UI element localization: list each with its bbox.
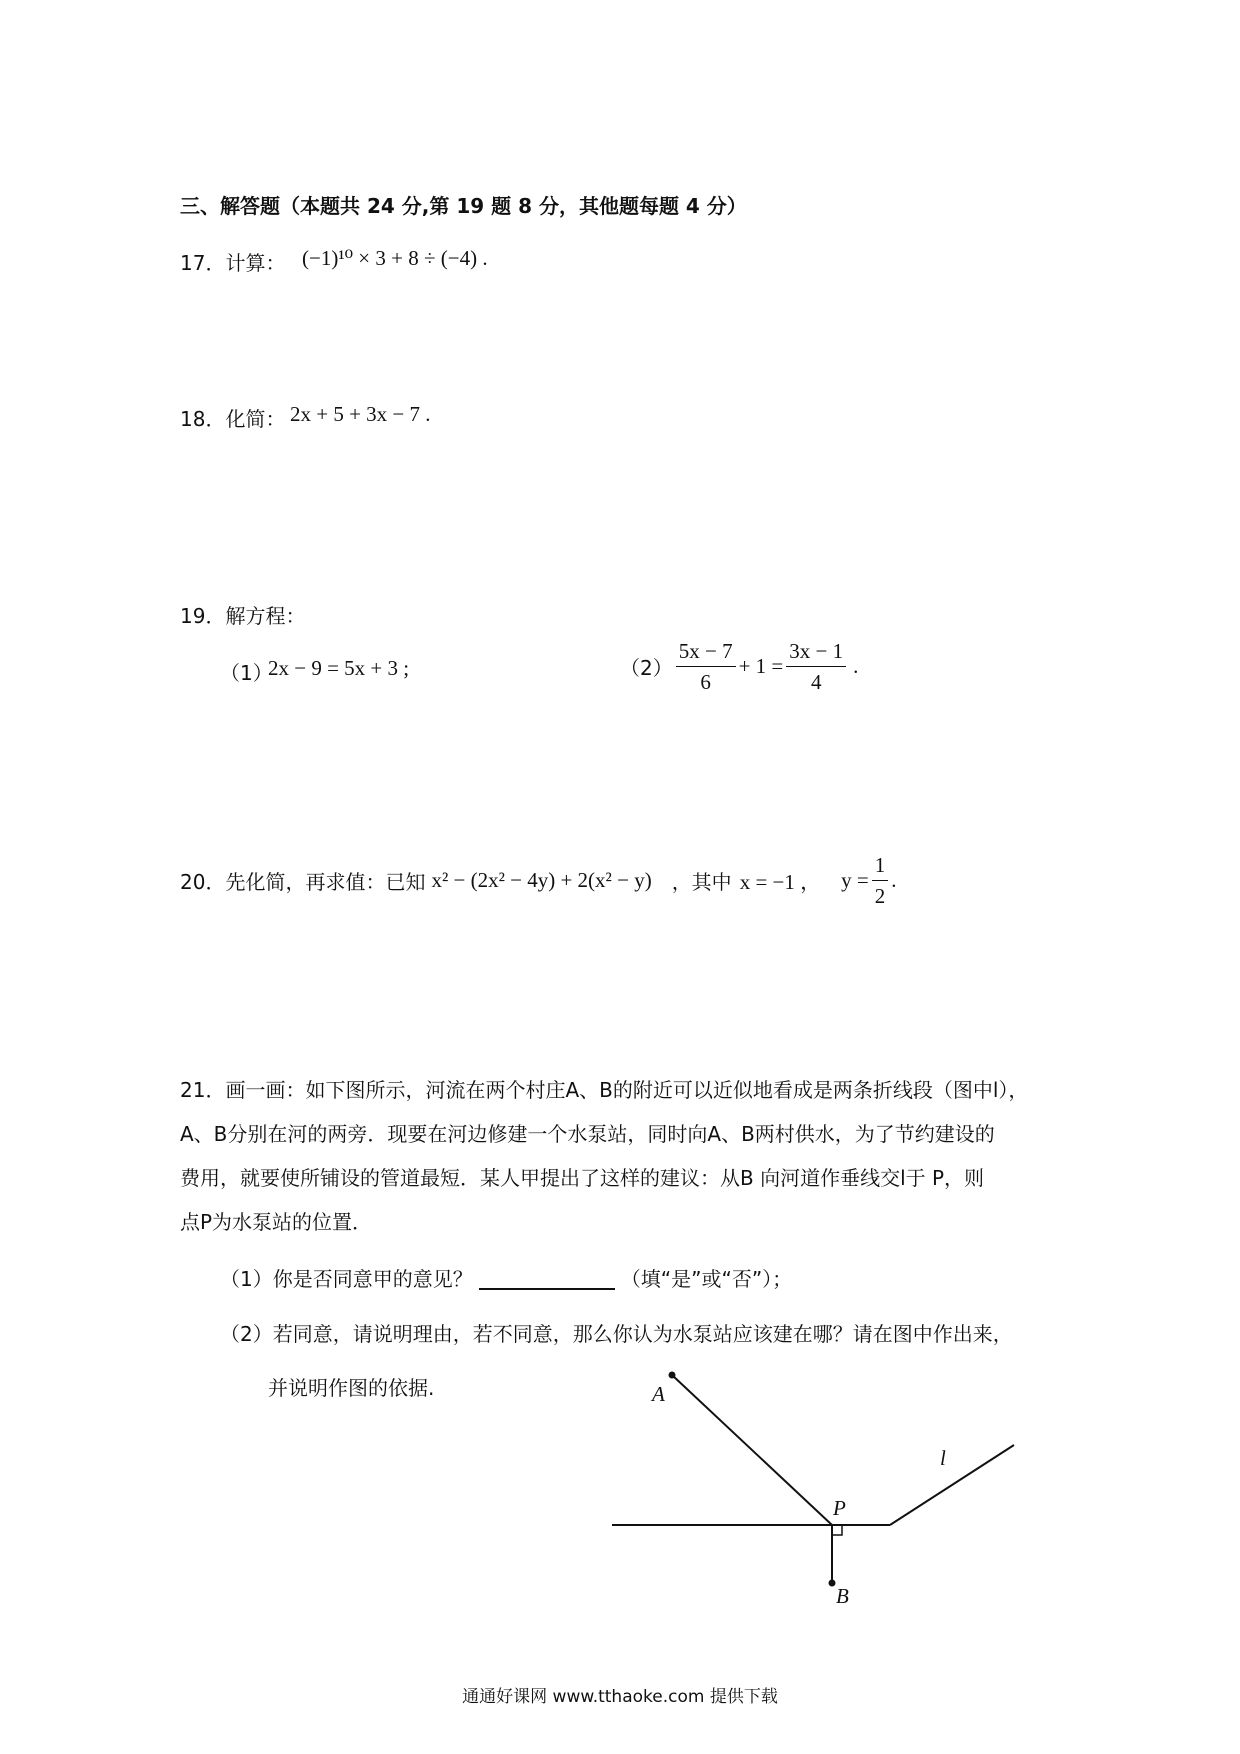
q20-end: .	[891, 868, 897, 892]
q17-expression: (−1)¹⁰ × 3 + 8 ÷ (−4) .	[302, 246, 488, 270]
q19-part2-end: .	[853, 654, 859, 678]
q21-line-1: 21．画一画：如下图所示，河流在两个村庄A、B的附近可以近似地看成是两条折线段（图中l），	[180, 1078, 1029, 1102]
q20-y-fraction	[872, 850, 889, 911]
point-b	[829, 1580, 836, 1587]
q21-sub1-label: （1）你是否同意甲的意见？	[220, 1267, 473, 1291]
line-a-to-p	[672, 1375, 832, 1525]
q20-line	[180, 850, 896, 911]
q18-label: 18．化简：	[180, 407, 286, 431]
q19-fraction-right-numerator: 3x − 1	[786, 636, 846, 667]
q19-fraction-left-numerator: 5x − 7	[676, 636, 736, 667]
point-a	[669, 1372, 676, 1379]
section-title: 三、解答题（本题共 24 分,第 19 题 8 分，其他题每题 4 分）	[180, 194, 747, 218]
q19-fraction-left	[676, 636, 736, 697]
q19-fraction-right-denominator: 4	[810, 670, 822, 694]
q20-expression: x² − (2x² − 4y) + 2(x² − y)	[431, 868, 652, 892]
q19-part1-expression: 2x − 9 = 5x + 3 ;	[268, 656, 410, 680]
q20-y-lhs: y =	[841, 868, 869, 892]
q20-y-numerator: 1	[872, 850, 889, 881]
label-p: P	[833, 1496, 846, 1520]
q21-sub1	[220, 1263, 792, 1292]
answer-blank[interactable]	[479, 1266, 615, 1290]
right-angle-icon	[832, 1525, 842, 1535]
q19-part2-label: （2）	[620, 656, 673, 680]
q17-label: 17．计算：	[180, 251, 286, 275]
q19-label: 19．解方程：	[180, 604, 306, 628]
q19-fraction-right	[786, 636, 846, 697]
label-a: A	[652, 1382, 665, 1406]
q20-prefix: 20．先化简，再求值：已知	[180, 870, 426, 894]
q20-where: ，其中	[671, 870, 732, 894]
label-b: B	[836, 1584, 849, 1608]
q19-part1-label: （1）	[220, 661, 273, 685]
river-slanted-segment	[890, 1445, 1014, 1525]
q20-x-value: x = −1 ，	[739, 869, 822, 894]
label-l: l	[940, 1446, 946, 1470]
q20-y-denominator: 2	[874, 884, 886, 908]
river-figure	[600, 1355, 1030, 1610]
q21-sub2-line-1: （2）若同意，请说明理由，若不同意，那么你认为水泵站应该建在哪？请在图中作出来，	[220, 1322, 1013, 1346]
q19-part2-middle: + 1 =	[738, 654, 784, 678]
q19-fraction-left-denominator: 6	[700, 670, 711, 694]
q18-expression: 2x + 5 + 3x − 7 .	[290, 402, 431, 426]
q21-line-3: 费用，就要使所铺设的管道最短．某人甲提出了这样的建议：从B 向河道作垂线交l于 P，则	[180, 1166, 985, 1190]
q21-sub2-line-2: 并说明作图的依据.	[268, 1376, 435, 1400]
q21-line-4: 点P为水泵站的位置．	[180, 1210, 373, 1234]
q21-sub1-hint: （填“是”或“否”）；	[620, 1267, 793, 1291]
q21-line-2: A、B分别在河的两旁．现要在河边修建一个水泵站，同时向A、B两村供水，为了节约建设的	[180, 1122, 995, 1146]
footer-text: 通通好课网 www.tthaoke.com 提供下载	[462, 1687, 778, 1707]
q19-part2-equation	[620, 636, 858, 697]
